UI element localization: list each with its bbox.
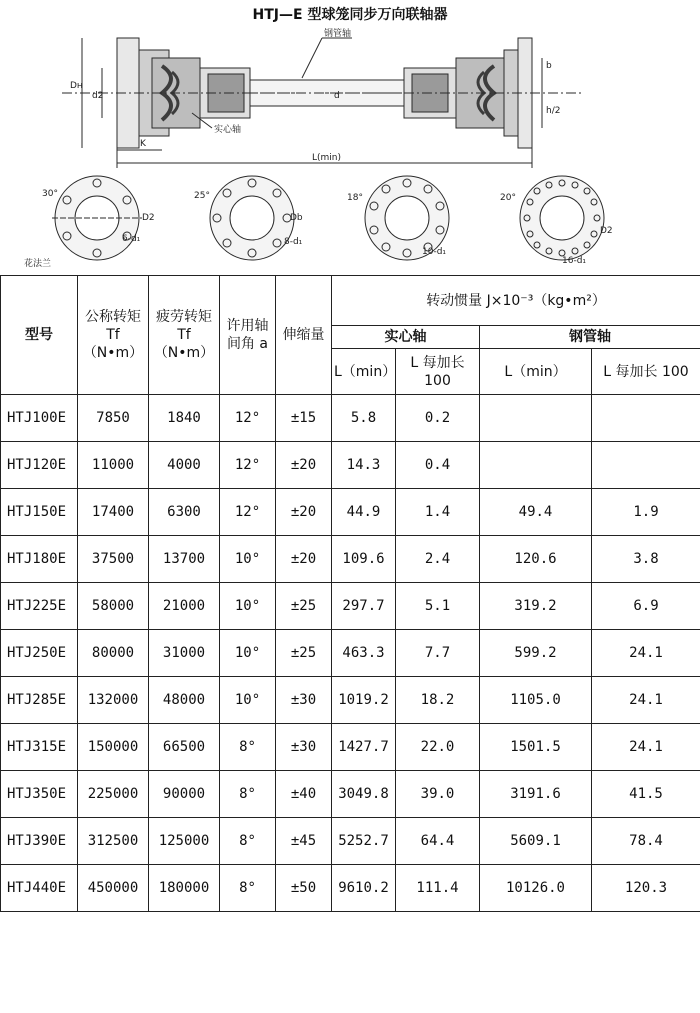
header-solid-shaft: 实心轴 — [332, 326, 480, 349]
cell-fatigue: 1840 — [149, 395, 220, 442]
cell-solid-lmin: 14.3 — [332, 442, 396, 489]
cell-pipe-lmin: 1501.5 — [480, 724, 592, 771]
cell-model: HTJ150E — [1, 489, 78, 536]
cell-angle: 8° — [220, 818, 276, 865]
table-row — [1, 536, 700, 583]
cell-model: HTJ350E — [1, 771, 78, 818]
label-k: K — [140, 139, 146, 149]
cell-fatigue: 66500 — [149, 724, 220, 771]
header-rated-torque: 公称转矩 Tf（N•m） — [78, 276, 149, 395]
cell-model: HTJ315E — [1, 724, 78, 771]
table-row — [1, 583, 700, 630]
cell-pipe-lmin: 1105.0 — [480, 677, 592, 724]
coupling-drawing — [22, 28, 628, 268]
table-row — [1, 442, 700, 489]
cell-pipe-per100: 1.9 — [592, 489, 700, 536]
header-pipe-lmin: L（min） — [480, 349, 592, 395]
angle-label-1: 30° — [42, 189, 58, 199]
cell-solid-lmin: 109.6 — [332, 536, 396, 583]
cell-pipe-lmin: 3191.6 — [480, 771, 592, 818]
label-d2-1: D2 — [142, 213, 155, 223]
cell-rated: 450000 — [78, 865, 149, 912]
cell-model: HTJ285E — [1, 677, 78, 724]
cell-angle: 10° — [220, 630, 276, 677]
cell-rated: 132000 — [78, 677, 149, 724]
cell-solid-per100: 64.4 — [396, 818, 480, 865]
label-steel-pipe: 钢管轴 — [324, 29, 352, 39]
label-corner: 花法兰 — [24, 259, 52, 268]
cell-rated: 80000 — [78, 630, 149, 677]
hole-label-4: 16-d₁ — [562, 256, 587, 266]
label-d2: d2 — [92, 91, 104, 101]
cell-pipe-per100: 6.9 — [592, 583, 700, 630]
cell-rated: 312500 — [78, 818, 149, 865]
cell-fatigue: 125000 — [149, 818, 220, 865]
cell-solid-per100: 5.1 — [396, 583, 480, 630]
header-fatigue-torque: 疲劳转矩 Tf（N•m） — [149, 276, 220, 395]
header-pipe-per100: L 每加长 100 — [592, 349, 700, 395]
cell-rated: 17400 — [78, 489, 149, 536]
cell-solid-per100: 111.4 — [396, 865, 480, 912]
cell-pipe-lmin: 5609.1 — [480, 818, 592, 865]
cell-pipe-per100: 120.3 — [592, 865, 700, 912]
cell-solid-lmin: 463.3 — [332, 630, 396, 677]
cell-fatigue: 180000 — [149, 865, 220, 912]
cell-solid-per100: 39.0 — [396, 771, 480, 818]
cell-rated: 150000 — [78, 724, 149, 771]
label-d2-2: D2 — [600, 226, 613, 236]
cell-telescopic: ±20 — [276, 489, 332, 536]
cell-solid-lmin: 1427.7 — [332, 724, 396, 771]
cell-angle: 8° — [220, 865, 276, 912]
cell-angle: 10° — [220, 583, 276, 630]
cell-telescopic: ±30 — [276, 677, 332, 724]
spec-table — [0, 275, 700, 912]
cell-solid-lmin: 297.7 — [332, 583, 396, 630]
header-model: 型号 — [1, 276, 78, 395]
cell-fatigue: 48000 — [149, 677, 220, 724]
header-solid-per100: L 每加长 100 — [396, 349, 480, 395]
cell-pipe-per100: 3.8 — [592, 536, 700, 583]
cell-solid-per100: 18.2 — [396, 677, 480, 724]
cell-angle: 8° — [220, 724, 276, 771]
label-h2: h/2 — [546, 106, 561, 116]
cell-fatigue: 4000 — [149, 442, 220, 489]
cell-solid-per100: 22.0 — [396, 724, 480, 771]
cell-fatigue: 6300 — [149, 489, 220, 536]
table-row — [1, 489, 700, 536]
table-row — [1, 818, 700, 865]
label-b: b — [546, 61, 552, 71]
cell-solid-per100: 7.7 — [396, 630, 480, 677]
cell-telescopic: ±15 — [276, 395, 332, 442]
cell-model: HTJ225E — [1, 583, 78, 630]
cell-fatigue: 90000 — [149, 771, 220, 818]
cell-angle: 12° — [220, 395, 276, 442]
cell-model: HTJ100E — [1, 395, 78, 442]
cell-model: HTJ390E — [1, 818, 78, 865]
cell-pipe-per100: 24.1 — [592, 630, 700, 677]
table-row — [1, 677, 700, 724]
cell-solid-per100: 2.4 — [396, 536, 480, 583]
table-row — [1, 630, 700, 677]
cell-model: HTJ120E — [1, 442, 78, 489]
cell-angle: 12° — [220, 489, 276, 536]
cell-solid-lmin: 3049.8 — [332, 771, 396, 818]
cell-fatigue: 13700 — [149, 536, 220, 583]
table-row — [1, 771, 700, 818]
label-db: Db — [290, 213, 303, 223]
header-solid-lmin: L（min） — [332, 349, 396, 395]
cell-solid-lmin: 1019.2 — [332, 677, 396, 724]
cell-pipe-lmin: 10126.0 — [480, 865, 592, 912]
cell-telescopic: ±20 — [276, 442, 332, 489]
cell-solid-lmin: 5.8 — [332, 395, 396, 442]
label-solid-shaft: 实心轴 — [214, 125, 242, 135]
page-title: HTJ—E 型球笼同步万向联轴器 — [252, 7, 448, 23]
header-angle: 许用轴间角 a — [220, 276, 276, 395]
cell-rated: 37500 — [78, 536, 149, 583]
angle-label-2: 25° — [194, 191, 210, 201]
table-row — [1, 395, 700, 442]
cell-model: HTJ440E — [1, 865, 78, 912]
cell-solid-lmin: 44.9 — [332, 489, 396, 536]
cell-solid-lmin: 5252.7 — [332, 818, 396, 865]
cell-solid-per100: 0.2 — [396, 395, 480, 442]
cell-rated: 11000 — [78, 442, 149, 489]
cell-rated: 7850 — [78, 395, 149, 442]
header-pipe-shaft: 钢管轴 — [480, 326, 700, 349]
cell-telescopic: ±50 — [276, 865, 332, 912]
cell-fatigue: 31000 — [149, 630, 220, 677]
cell-telescopic: ±25 — [276, 630, 332, 677]
cell-telescopic: ±20 — [276, 536, 332, 583]
cell-pipe-lmin: 120.6 — [480, 536, 592, 583]
header-inertia: 转动惯量 J×10⁻³（kg•m²） — [332, 276, 700, 326]
cell-solid-per100: 0.4 — [396, 442, 480, 489]
cell-pipe-lmin: 599.2 — [480, 630, 592, 677]
cell-telescopic: ±25 — [276, 583, 332, 630]
cell-rated: 225000 — [78, 771, 149, 818]
table-row — [1, 724, 700, 771]
cell-solid-per100: 1.4 — [396, 489, 480, 536]
cell-pipe-lmin: 319.2 — [480, 583, 592, 630]
cell-telescopic: ±40 — [276, 771, 332, 818]
cell-pipe-per100 — [592, 395, 700, 442]
table-row — [1, 865, 700, 912]
cell-rated: 58000 — [78, 583, 149, 630]
cell-angle: 10° — [220, 536, 276, 583]
cell-pipe-per100: 78.4 — [592, 818, 700, 865]
cell-pipe-lmin — [480, 442, 592, 489]
cell-solid-lmin: 9610.2 — [332, 865, 396, 912]
cell-angle: 10° — [220, 677, 276, 724]
angle-label-4: 20° — [500, 193, 516, 203]
cell-model: HTJ250E — [1, 630, 78, 677]
cell-pipe-per100: 24.1 — [592, 724, 700, 771]
cell-telescopic: ±30 — [276, 724, 332, 771]
cell-pipe-lmin — [480, 395, 592, 442]
cell-angle: 8° — [220, 771, 276, 818]
cell-pipe-per100 — [592, 442, 700, 489]
hole-label-2: 8-d₁ — [284, 237, 303, 247]
cell-pipe-lmin: 49.4 — [480, 489, 592, 536]
label-d: d — [334, 91, 340, 101]
cell-pipe-per100: 24.1 — [592, 677, 700, 724]
hole-label-1: 6-d₁ — [122, 234, 141, 244]
cell-model: HTJ180E — [1, 536, 78, 583]
cell-angle: 12° — [220, 442, 276, 489]
label-length: L(min) — [312, 153, 342, 163]
cell-fatigue: 21000 — [149, 583, 220, 630]
cell-pipe-per100: 41.5 — [592, 771, 700, 818]
header-telescopic: 伸缩量 — [276, 276, 332, 395]
cell-telescopic: ±45 — [276, 818, 332, 865]
label-dn: Dн — [70, 81, 83, 91]
angle-label-3: 18° — [347, 193, 363, 203]
hole-label-3: 10-d₁ — [422, 247, 447, 257]
